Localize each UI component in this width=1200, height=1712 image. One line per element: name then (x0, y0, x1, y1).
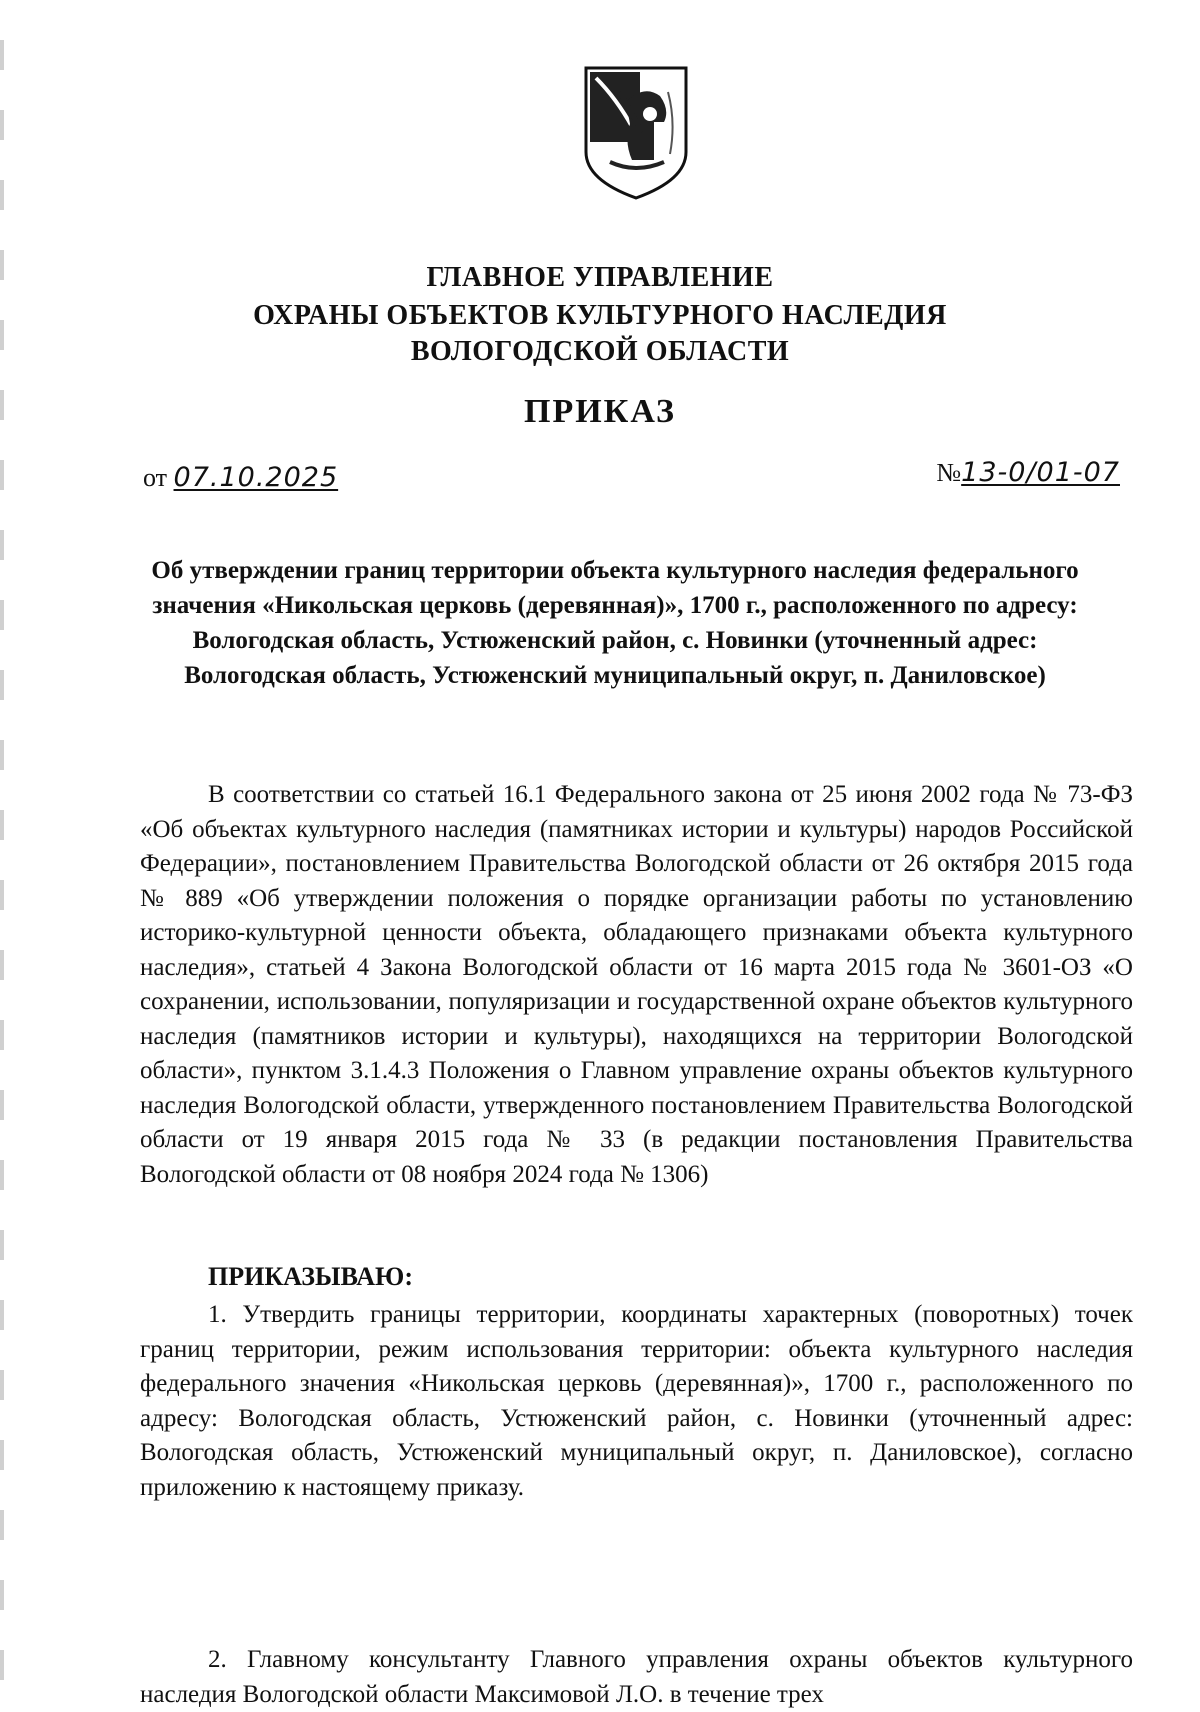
date-prefix: от (143, 463, 168, 492)
order-date-line (143, 462, 338, 493)
preamble-paragraph: В соответствии со статьей 16.1 Федерального закона от 25 июня 2002 года № 73-ФЗ «Об объектах культурного наследия (памятниках истории и культуры) народов Российской Федерации», постановлением Правительства Вологодской области от 26 октября 2015 года № 889 «Об утверждении положения о порядке организации работы по установлению историко-культурной ценности объекта, обладающего признаками объекта культурного наследия», статьей 4 Закона Вологодской области от 16 марта 2015 года № 3601-ОЗ «О сохранении, использовании, популяризации и государственной охране объектов культурного наследия (памятников истории и культуры), находящихся на территории Вологодской области», пунктом 3.1.4.3 Положения о Главном управление охраны объектов культурного наследия Вологодской области, утвержденного постановлением Правительства Вологодской области от 19 января 2015 года № 33 (в редакции постановления Правительства Вологодской области от 08 ноября 2024 года № 1306) (140, 781, 1133, 1188)
agency-name-line-1: ГЛАВНОЕ УПРАВЛЕНИЕ (426, 262, 774, 293)
number-prefix: № (936, 458, 962, 487)
agency-name-line-3: ВОЛОГОДСКОЙ ОБЛАСТИ (410, 336, 790, 367)
coat-of-arms-icon (580, 62, 692, 202)
document-type-title: ПРИКАЗ (524, 393, 676, 430)
order-number: 13-0/01-07 (961, 457, 1120, 488)
agency-name-line-2: ОХРАНЫ ОБЪЕКТОВ КУЛЬТУРНОГО НАСЛЕДИЯ (253, 300, 947, 331)
order-item-2: 2. Главному консультанту Главного управления охраны объектов культурного наследия Вологодской области Максимовой Л.О. в течение трех (140, 1646, 1133, 1708)
order-date: 07.10.2025 (173, 462, 339, 493)
order-subject: Об утверждении границ территории объекта культурного наследия федерального значения «Никольская церковь (деревянная)», 1700 г., расположенного по адресу: Вологодская область, Устюженский район, с. Новинки (уточненный адрес: Вологодская область, Устюженский муниципальный округ, п. Даниловское) (151, 557, 1079, 689)
decree-heading: ПРИКАЗЫВАЮ: (208, 1262, 413, 1291)
order-item-1: 1. Утвердить границы территории, координаты характерных (поворотных) точек границ территории, режим использования территории: объекта культурного наследия федерального значения «Никольская церковь (деревянная)», 1700 г., расположенного по адресу: Вологодская область, Устюженский район, с. Новинки (уточненный адрес: Вологодская область, Устюженский муниципальный округ, п. Даниловское), согласно приложению к настоящему приказу. (140, 1301, 1133, 1501)
scan-edge-artifact (0, 0, 4, 1695)
order-number-line (936, 457, 1120, 488)
